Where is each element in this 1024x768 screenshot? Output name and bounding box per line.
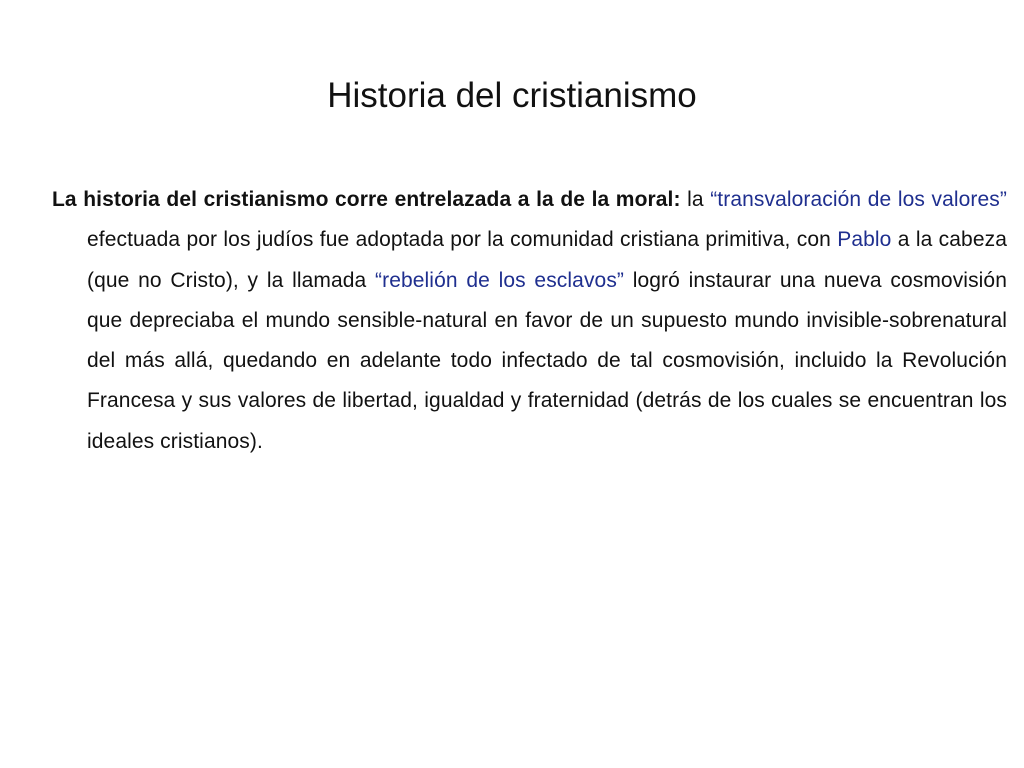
paragraph-text-3: a la cabeza (que no Cristo), y la llamada xyxy=(87,228,1007,292)
paragraph-text-2: efectuada por los judíos fue adoptada por la comunidad cristiana primitiva, con xyxy=(87,228,838,252)
highlight-pablo: Pablo xyxy=(837,228,892,252)
paragraph-lead: La historia del cristianismo corre entrelazada a la de la moral: xyxy=(52,188,681,211)
paragraph-text-4: logró instaurar una nueva cosmovisión que depreciaba el mundo sensible-natural en favor de un supuesto mundo invisible-sobrenatural del más allá, quedando en adelante todo infectado de tal cosmovisión, incluido la Revolución Francesa y sus valores de libertad, igualdad y fraternidad (detrás de los cuales se encuentran los ideales cristianos). xyxy=(87,268,1007,453)
slide-title: Historia del cristianismo xyxy=(327,76,697,115)
highlight-transvaloracion: “transvaloración de los valores” xyxy=(710,188,1007,211)
body-paragraph xyxy=(52,180,1007,462)
highlight-rebelion: “rebelión de los esclavos” xyxy=(375,268,625,292)
paragraph-text-1: la xyxy=(680,188,711,211)
